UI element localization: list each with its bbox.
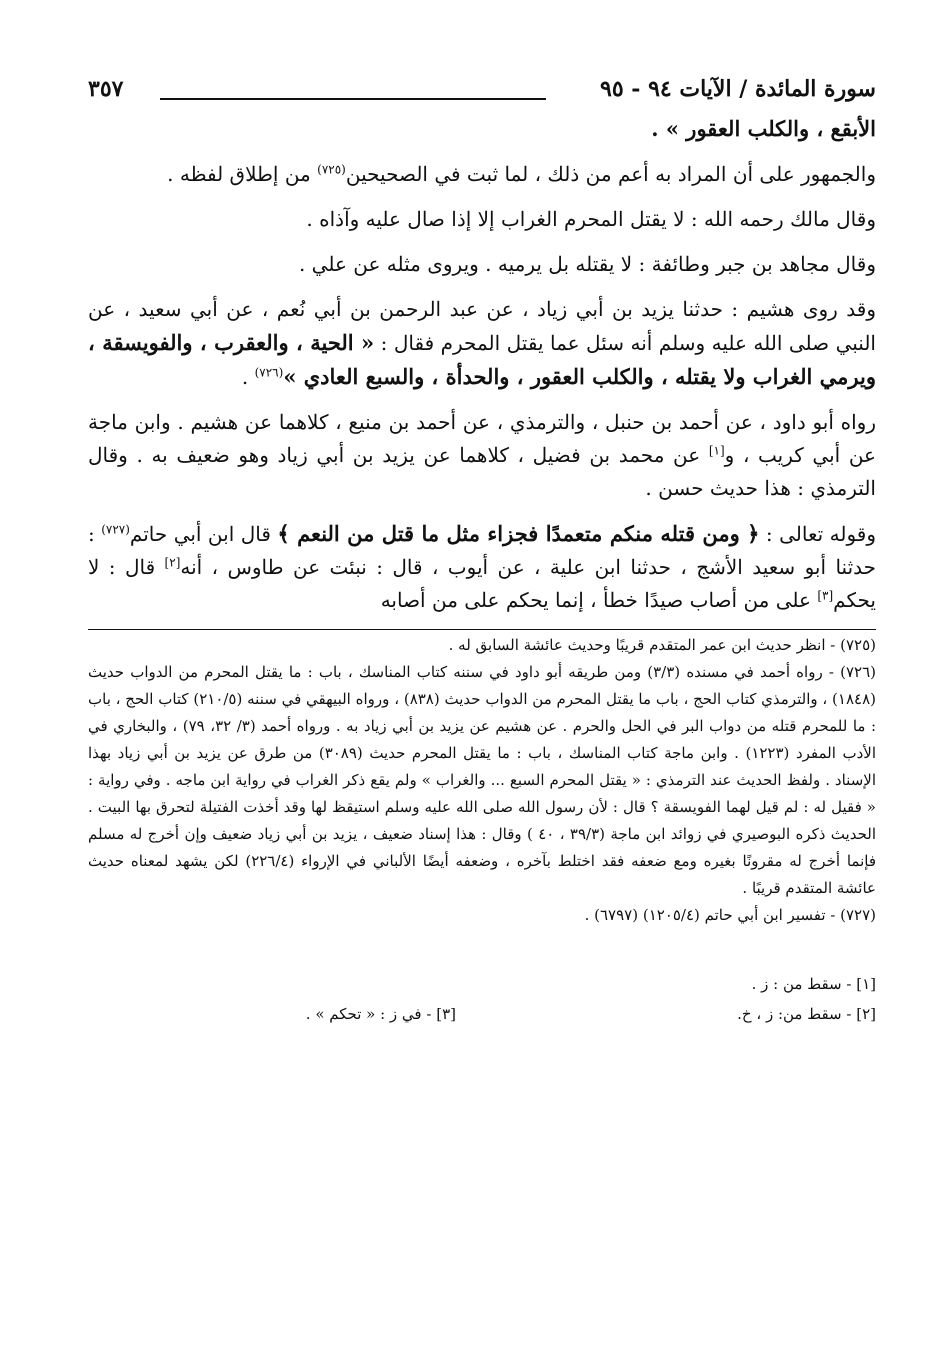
- paragraph: [88, 517, 876, 617]
- page: [88, 72, 876, 1033]
- text-span: رواه أبو داود ، عن أحمد بن حنبل ، والترمذي ، عن أحمد بن منيع ، كلاهما عن هشيم . وابن ماجة عن أبي كريب ، و: [88, 410, 876, 467]
- paragraph: [88, 112, 876, 146]
- quote-text: الأبقع ، والكلب العقور » .: [651, 116, 876, 141]
- text-span: قال ابن أبي حاتم: [129, 522, 278, 546]
- running-header: [88, 72, 876, 112]
- text-span: .: [241, 365, 255, 389]
- footnote-ref: (٧٢٥): [317, 162, 346, 177]
- page-number: ٣٥٧: [88, 76, 124, 102]
- surah-title: سورة المائدة / الآيات ٩٤ - ٩٥: [600, 76, 876, 102]
- text-span: وقال مجاهد بن جبر وطائفة : لا يقتله بل يرميه . ويروى مثله عن علي .: [298, 252, 876, 276]
- text-span: : حدثنا أبو سعيد الأشج ، حدثنا ابن علية ، عن أيوب ، قال : نبئت عن طاوس ، أنه: [88, 522, 876, 579]
- text-span: قال : لا يحكم: [88, 555, 876, 612]
- paragraph: [88, 248, 876, 281]
- text-span: من إطلاق لفظه .: [167, 162, 318, 186]
- header-rule: [160, 98, 546, 100]
- emendation-ref: [٢]: [164, 555, 181, 570]
- text-span: والجمهور على أن المراد به أعم من ذلك ، لما ثبت في الصحيحين: [345, 162, 876, 186]
- footnote: (٧٢٥) - انظر حديث ابن عمر المتقدم قريبًا وحديث عائشة السابق له .: [448, 636, 876, 654]
- emendation-notes: [88, 969, 876, 1033]
- emendation-note: [١] - سقط من : ز .: [751, 975, 876, 993]
- main-text: [88, 112, 876, 617]
- footnotes: [88, 632, 876, 929]
- text-span: وقد روى هشيم : حدثنا يزيد بن أبي زياد ، عن عبد الرحمن بن أبي نُعم ، عن أبي سعيد ، عن النبي صلى الله عليه وسلم أنه سئل عما يقتل المحرم فقال :: [88, 297, 876, 355]
- emendation-note: [٢] - سقط من: ز ، خ.: [737, 1005, 876, 1023]
- quran-verse: ﴿ ومن قتله منكم متعمدًا فجزاء مثل ما قتل من النعم ﴾: [277, 521, 760, 546]
- paragraph: [88, 158, 876, 191]
- emendation-ref: [١]: [708, 443, 725, 458]
- paragraph: [88, 293, 876, 394]
- text-span: عن محمد بن فضيل ، كلاهما عن يزيد بن أبي زياد وهو ضعيف به . وقال الترمذي : هذا حديث حسن .: [88, 443, 876, 500]
- footnote: (٧٢٧) - تفسير ابن أبي حاتم (١٢٠٥/٤) (٦٧٩٧) .: [584, 906, 876, 924]
- footnote-ref: (٧٢٧): [101, 522, 130, 537]
- emendation-ref: [٣]: [817, 588, 834, 603]
- footnote-separator: [88, 629, 876, 630]
- text-span: وقال مالك رحمه الله : لا يقتل المحرم الغراب إلا إذا صال عليه وآذاه .: [306, 207, 876, 231]
- emendation-note: [٣] - في ز : « تحكم » .: [305, 1005, 456, 1023]
- text-span: على من أصاب صيدًا خطأ ، إنما يحكم على من أصابه: [380, 588, 818, 612]
- footnote: (٧٢٦) - رواه أحمد في مسنده (٣/٣) ومن طريقه أبو داود في سننه كتاب المناسك ، باب : ما يقتل المحرم من الدواب حديث (١٨٤٨) ، والترمذي كتاب الحج ، باب ما يقتل المحرم من الدواب حديث (٨٣٨) ، ورواه البيهقي في سننه (٢١٠/٥) كتاب الحج ، باب : ما للمحرم قتله من دواب البر في الحل والحرم . عن هشيم عن يزيد بن أبي زياد به . ورواه أحمد (٣/ ٣٢، ٧٩) ، والبخاري في الأدب المفرد (١٢٢٣) . وابن ماجة كتاب المناسك ، باب : ما يقتل المحرم حديث (٣٠٨٩) من طرق عن يزيد بن أبي زياد بهذا الإسناد . ولفظ الحديث عند الترمذي : « يقتل المحرم السبع ... والغراب » ولم يقع ذكر الغراب في رواية ابن ماجه . وفي رواية : « فقيل له : لم قيل لهما الفويسقة ؟ قال : لأن رسول الله صلى الله عليه وسلم استيقظ لها وقد أخذت الفتيلة لتحرق بها البيت . الحديث ذكره البوصيري في زوائد ابن ماجة (٣٩/٣ ، ٤٠ ) وقال : هذا إسناد ضعيف ، يزيد بن أبي زياد ضعيف وإن أخرج له مسلم فإنما أخرج له مقرونًا بغيره ومع ضعفه فقد اختلط بآخره ، وضعفه أيضًا الألباني في الإرواء (٢٢٦/٤) لكن يشهد لمعناه حديث عائشة المتقدم قريبًا .: [88, 663, 877, 897]
- footnote-ref: (٧٢٦): [254, 365, 284, 380]
- text-span: وقوله تعالى :: [759, 522, 876, 546]
- hadith-quote: « الحية ، والعقرب ، والفويسقة ، ويرمي الغراب ولا يقتله ، والكلب العقور ، والحدأة ، والسبع العادي »: [88, 330, 876, 389]
- paragraph: [88, 406, 876, 505]
- paragraph: [88, 203, 876, 236]
